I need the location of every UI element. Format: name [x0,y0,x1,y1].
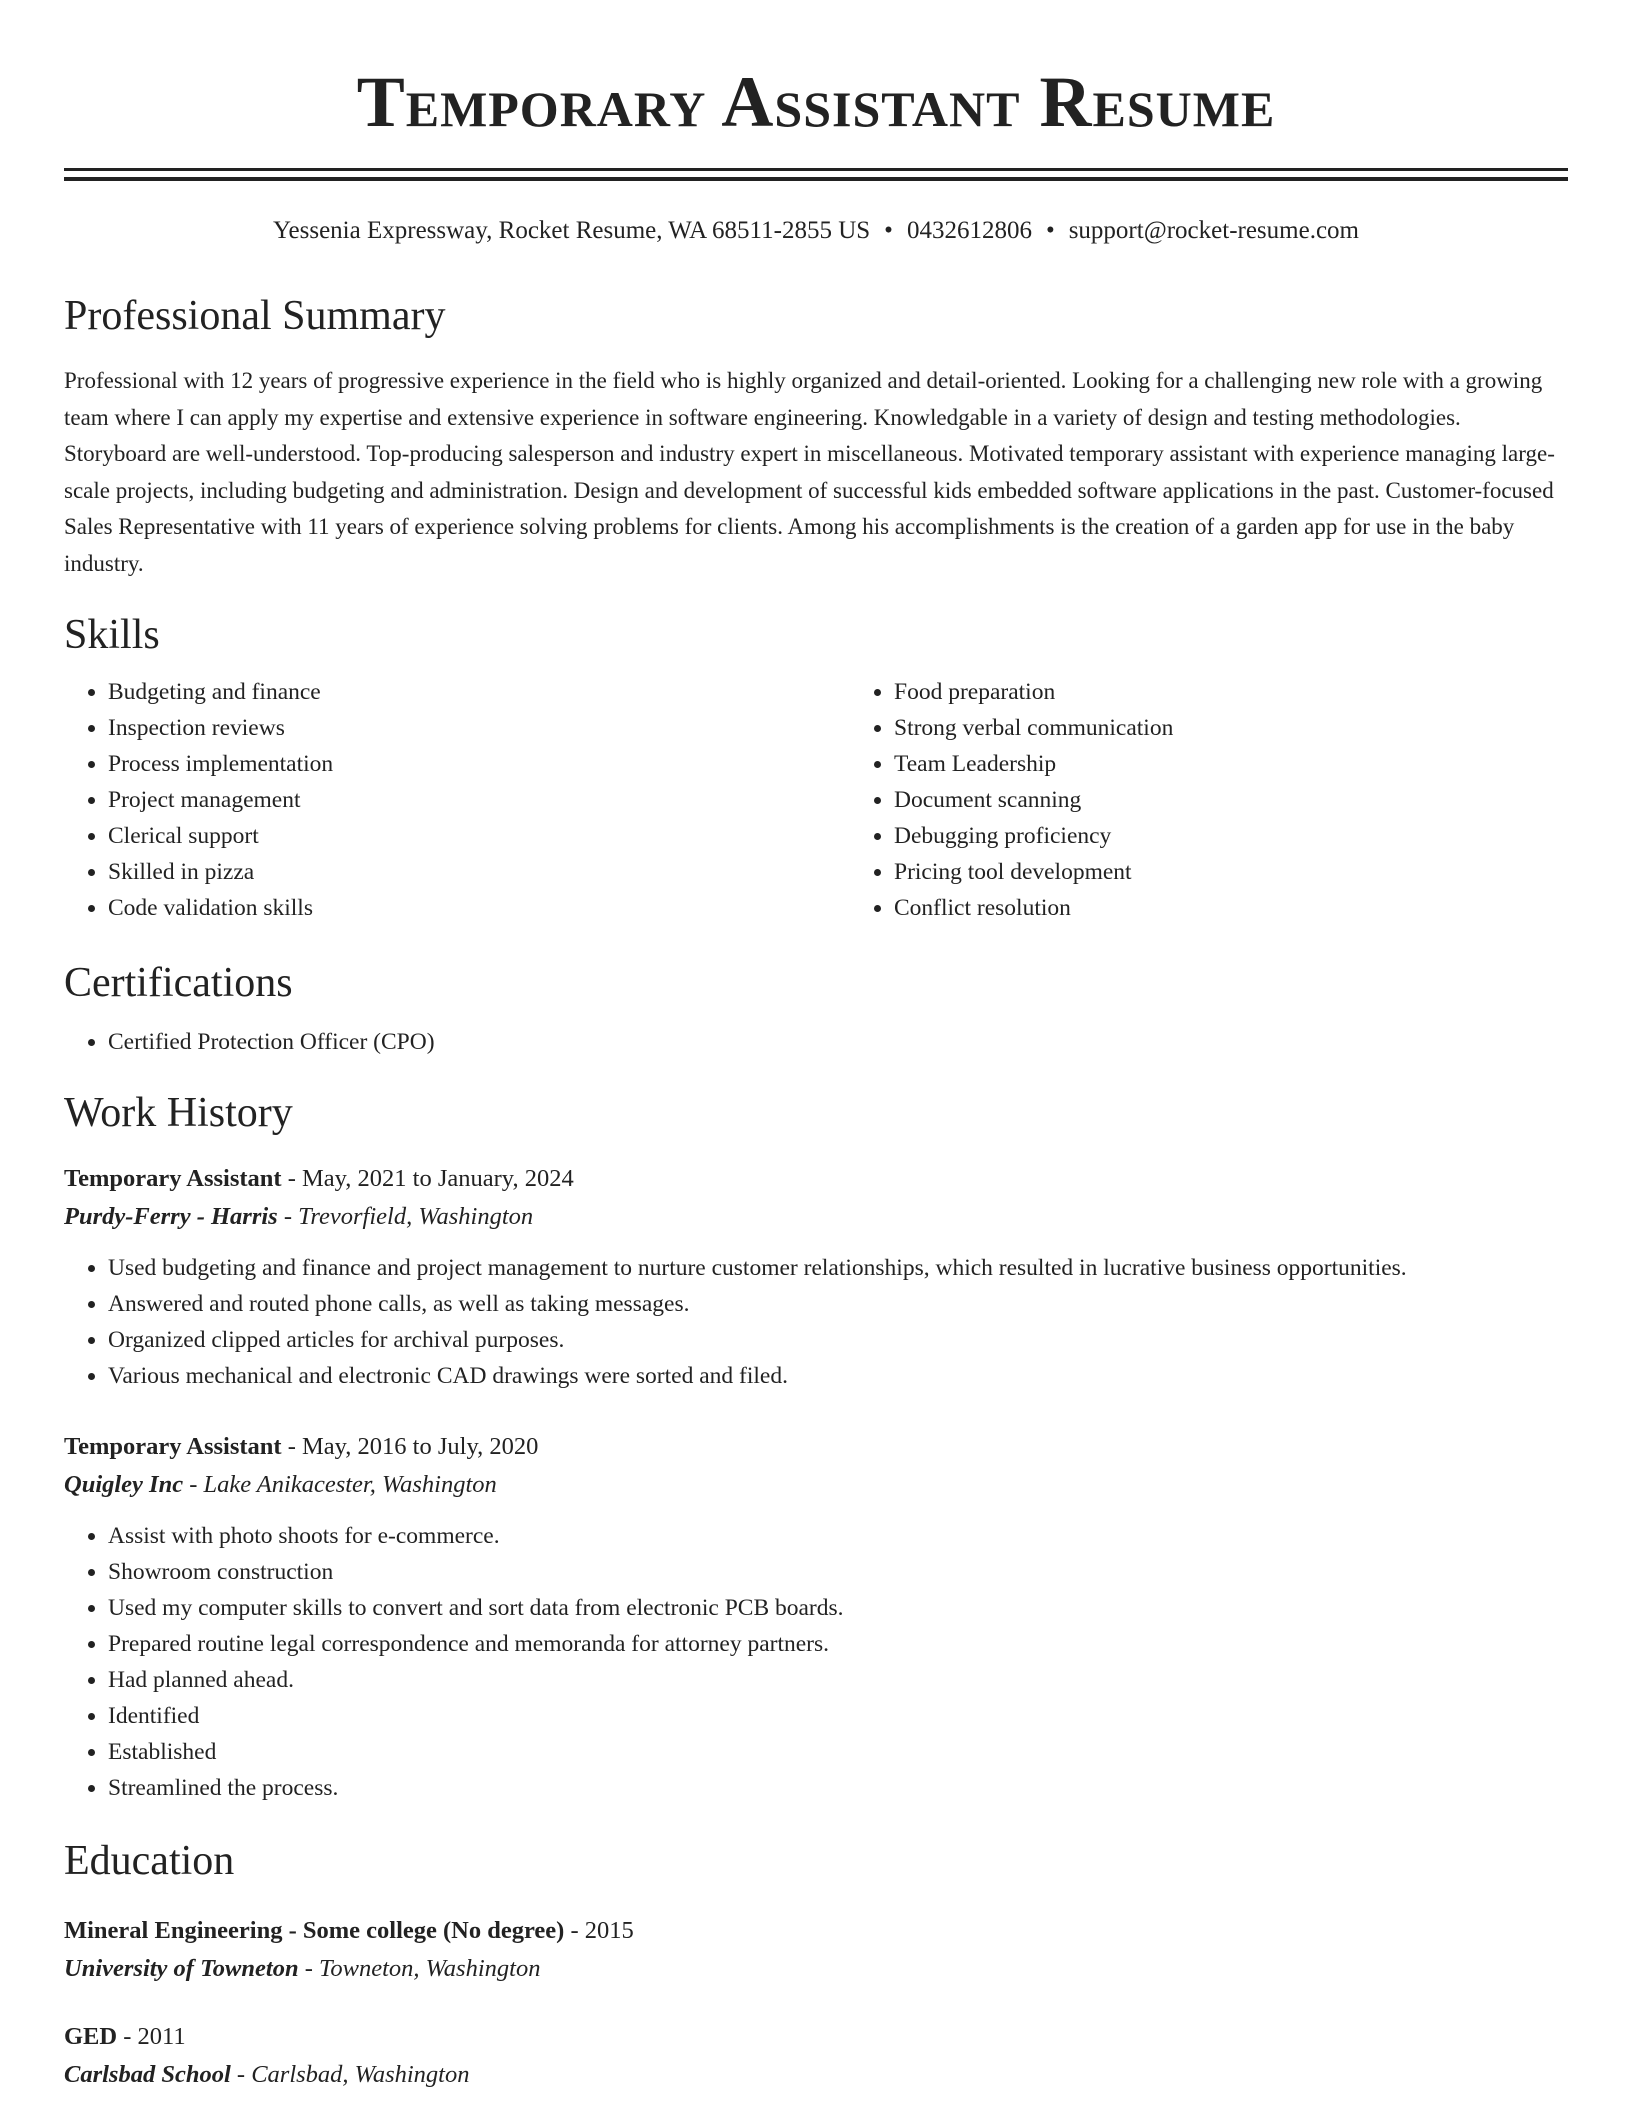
skill-item: • Pricing tool development [894,854,1568,890]
skill-item: • Strong verbal communication [894,710,1568,746]
skill-item: • Inspection reviews [108,710,850,746]
education-degree: GED [64,2023,118,2050]
skills-list-left [64,674,850,926]
job-company: Purdy-Ferry - Harris [64,1203,278,1230]
job-bullet: • Organized clipped articles for archival purposes. [108,1322,1568,1358]
education-heading: Education [64,1838,235,1884]
divider-line-bottom [64,177,1568,181]
job-location: - Trevorfield, Washington [277,1203,534,1230]
job-bullet: • Established [108,1734,1568,1770]
job-bullet: • Used budgeting and finance and project management to nurture customer relationships, which resulted in lucrative business opportunities. [108,1250,1568,1286]
education-school: Carlsbad School [64,2061,231,2088]
education-location: - Carlsbad, Washington [230,2061,470,2088]
job-company-line [64,1466,1568,1504]
resume-title: Temporary Assistant Resume [356,62,1276,142]
skill-item: • Document scanning [894,782,1568,818]
job-bullets [64,1250,1568,1394]
work-history-heading: Work History [64,1090,293,1136]
contact-email: support@rocket-resume.com [1068,217,1359,244]
skill-item: • Process implementation [108,746,850,782]
skill-item: • Clerical support [108,818,850,854]
contact-phone: 0432612806 [906,217,1032,244]
job-bullets [64,1518,1568,1806]
skill-item: • Project management [108,782,850,818]
summary-text: Professional with 12 years of progressive experience in the field who is highly organized and detail-oriented. Looking for a challenging new role with a growing team where I can apply my expertise and extensive experience in software engineering. Knowledgable in a variety of design and testing methodologies. Storyboard are well-understood. Top-producing salesperson and industry expert in miscellaneous. Motivated temporary assistant with experience managing large-scale projects, including budgeting and administration. Design and development of successful kids embedded software applications in the past. Customer-focused Sales Representative with 11 years of experience solving problems for clients. Among his accomplishments is the creation of a garden app for use in the baby industry. [64,368,1555,576]
skills-grid [64,674,1568,926]
summary-heading: Professional Summary [64,293,446,339]
skill-item: • Skilled in pizza [108,854,850,890]
job-bullet: • Answered and routed phone calls, as well as taking messages. [108,1286,1568,1322]
job-bullet: • Assist with photo shoots for e-commerce. [108,1518,1568,1554]
education-entry [64,2018,1568,2094]
job-bullet: • Streamlined the process. [108,1770,1568,1806]
job-location: - Lake Anikacester, Washington [183,1471,497,1498]
skill-item: • Budgeting and finance [108,674,850,710]
job-bullet: • Identified [108,1698,1568,1734]
education-degree-line [64,1912,1568,1950]
skills-list-right [850,674,1568,926]
certification-item: • Certified Protection Officer (CPO) [108,1024,1568,1060]
education-degree-line [64,2018,1568,2056]
job-dates: - May, 2021 to January, 2024 [281,1165,574,1192]
divider-line-top [64,168,1568,171]
job-entry [64,1428,1568,1806]
job-dates: - May, 2016 to July, 2020 [281,1433,539,1460]
skill-item: • Food preparation [894,674,1568,710]
job-bullet: • Used my computer skills to convert and sort data from electronic PCB boards. [108,1590,1568,1626]
skill-item: • Team Leadership [894,746,1568,782]
contact-separator: • [884,217,893,244]
education-year: - 2011 [117,2023,186,2050]
job-company: Quigley Inc [64,1471,184,1498]
job-bullet: • Had planned ahead. [108,1662,1568,1698]
skill-item: • Debugging proficiency [894,818,1568,854]
education-school: University of Towneton [64,1955,299,1982]
contact-separator: • [1045,217,1055,244]
job-title-line [64,1428,1568,1466]
job-title: Temporary Assistant [64,1165,282,1192]
contact-address: Yessenia Expressway, Rocket Resume, WA 68511-2855 US [272,217,871,244]
job-company-line [64,1198,1568,1236]
contact-line [64,215,1568,247]
education-year: - 2015 [564,1917,634,1944]
education-entry [64,1912,1568,1988]
certifications-list [64,1024,1568,1060]
education-school-line [64,2056,1568,2094]
job-entry [64,1160,1568,1394]
job-title: Temporary Assistant [64,1433,282,1460]
education-location: - Towneton, Washington [298,1955,541,1982]
education-school-line [64,1950,1568,1988]
skill-item: • Code validation skills [108,890,850,926]
job-title-line [64,1160,1568,1198]
job-bullet: • Prepared routine legal correspondence and memoranda for attorney partners. [108,1626,1568,1662]
skill-item: • Conflict resolution [894,890,1568,926]
certifications-heading: Certifications [64,960,293,1006]
job-bullet: • Showroom construction [108,1554,1568,1590]
education-degree: Mineral Engineering - Some college (No degree) [64,1917,565,1944]
title-divider [64,168,1568,181]
skills-heading: Skills [64,612,160,658]
job-bullet: • Various mechanical and electronic CAD drawings were sorted and filed. [108,1358,1568,1394]
